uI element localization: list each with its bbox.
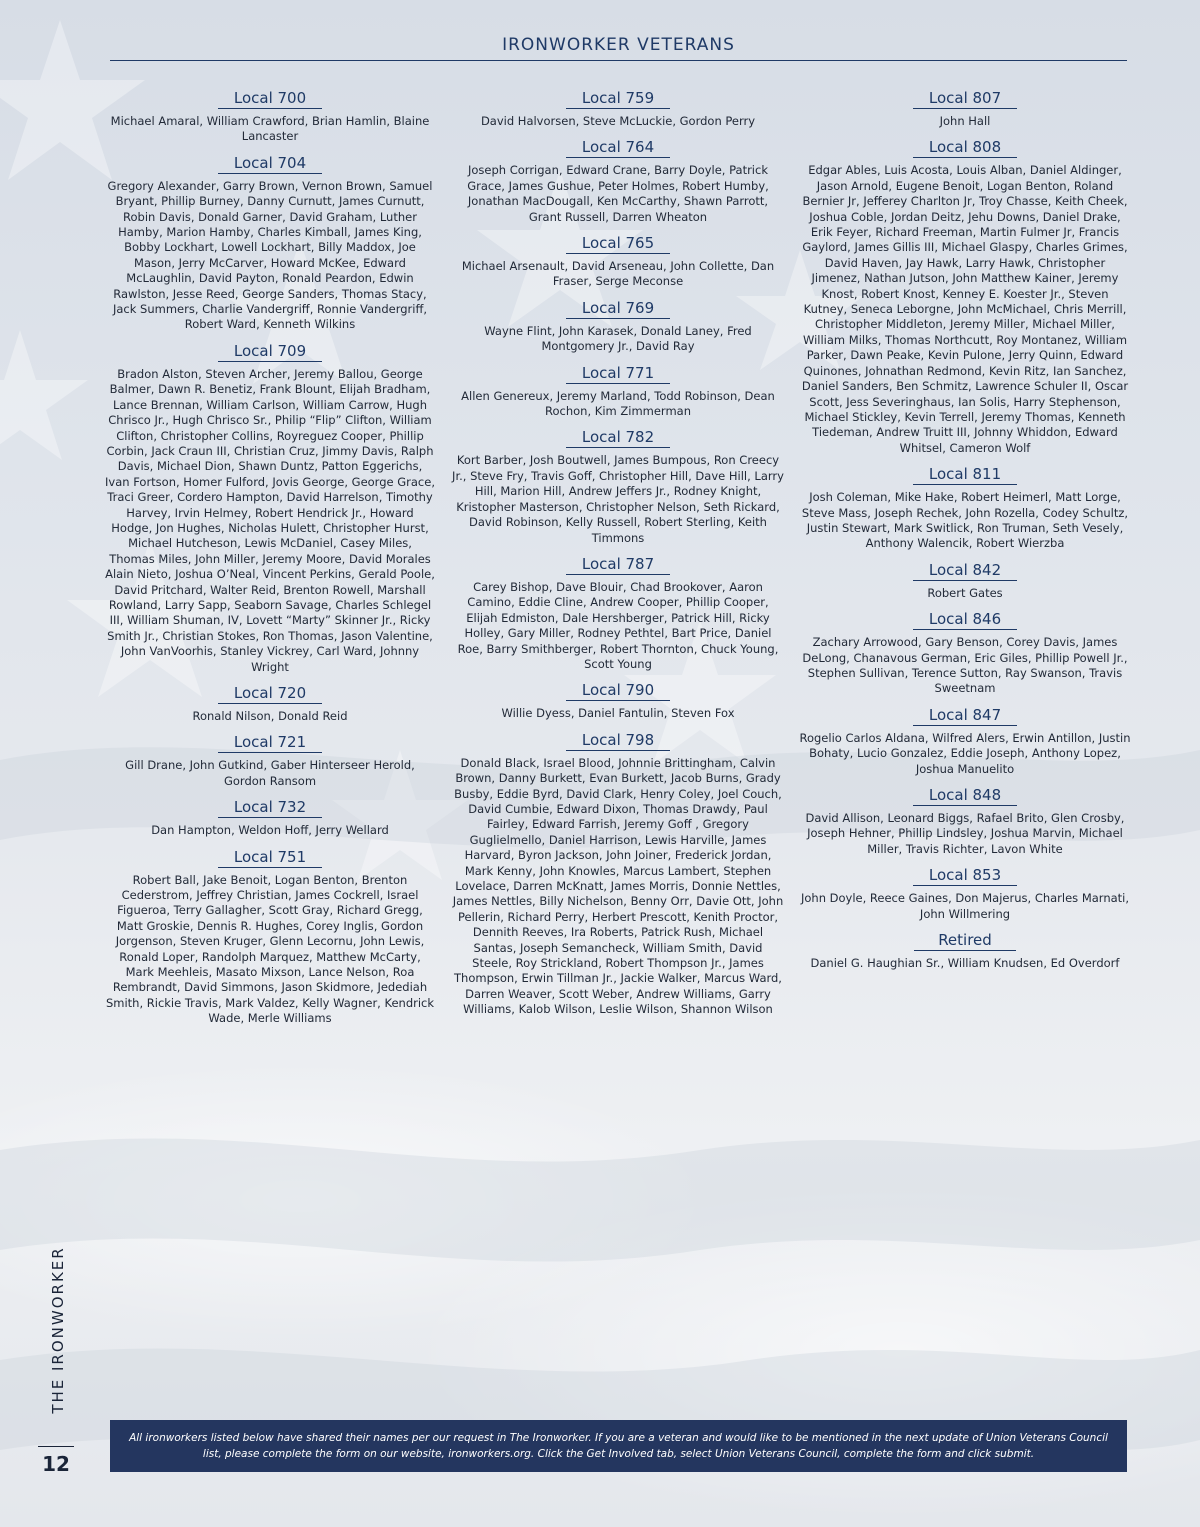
- column-right: [795, 88, 1135, 979]
- veteran-names: Allen Genereux, Jeremy Marland, Todd Robinson, Dean Rochon, Kim Zimmerman: [461, 388, 775, 419]
- local-heading: Local 709: [218, 342, 322, 362]
- local-heading: Local 732: [218, 798, 322, 818]
- local-heading: Local 790: [566, 681, 670, 701]
- local-section: [100, 683, 440, 724]
- veteran-names: Edgar Ables, Luis Acosta, Louis Alban, Daniel Aldinger, Jason Arnold, Eugene Benoit, Logan Benton, Roland Bernier Jr, Jefferey Charlton Jr, Troy Chasse, Keith Cheek, Joshua Coble, Jordan Deitz, Jehu Downs, Daniel Drake, Erik Feyer, Richard Freeman, Martin Fulmer Jr, Francis Gaylord, James Gillis III, Michael Glaspy, Charles Grimes, David Haven, Jay Hawk, Larry Hawk, Christopher Jimenez, Nathan Jutson, John Matthew Kainer, Jeremy Knost, Robert Knost, Kenney E. Koester Jr., Steven Kutney, Seneca Leborgne, John McMichael, Chris Merrill, Christopher Middleton, Jeremy Miller, Michael Miller, William Milks, Thomas Northcutt, Roy Montanez, William Parker, Dawn Peake, Kevin Pulone, Jerry Quinn, Edward Quinones, Johnathan Redmond, Kevin Ritz, Ian Sanchez, Daniel Sanders, Ben Schmitz, Lawrence Schuler II, Oscar Scott, Jess Severinghaus, Ian Solis, Harry Stephenson, Michael Stickley, Kevin Terrell, Jeremy Thomas, Kenneth Tiedeman, Andrew Truitt III, Johnny Whiddon, Edward Whitsel, Cameron Wolf: [801, 163, 1129, 455]
- local-section: [100, 341, 440, 675]
- veteran-names: Gregory Alexander, Garry Brown, Vernon Brown, Samuel Bryant, Phillip Burney, Danny Curnutt, James Curnutt, Robin Davis, Donald Garner, David Graham, Luther Hamby, Marion Hamby, Charles Kimball, James King, Bobby Lockhart, Lowell Lockhart, Billy Maddox, Joe Mason, Jerry McCarver, Howard McKee, Edward McLaughlin, David Payton, Ronald Peardon, Edwin Rawlston, Jesse Reed, George Sanders, Thomas Stacy, Jack Summers, Charlie Vandergriff, Ronnie Vandergriff, Robert Ward, Kenneth Wilkins: [107, 178, 433, 332]
- local-heading: Local 720: [218, 684, 322, 704]
- local-section: [100, 732, 440, 789]
- local-heading: Local 846: [913, 610, 1017, 630]
- veteran-names: Zachary Arrowood, Gary Benson, Corey Davis, James DeLong, Chanavous German, Eric Giles, Phillip Powell Jr., Stephen Sullivan, Terence Sutton, Ray Swanson, Travis Sweetnam: [802, 635, 1128, 696]
- local-heading: Local 842: [913, 561, 1017, 581]
- local-section: [100, 153, 440, 333]
- local-heading: Local 700: [218, 89, 322, 109]
- veteran-names: Carey Bishop, Dave Blouir, Chad Brookover, Aaron Camino, Eddie Cline, Andrew Cooper, Phillip Cooper, Elijah Edmiston, Dale Hershberger, Patrick Hill, Ricky Holley, Gary Miller, Rodney Pethtel, Bart Price, Daniel Roe, Barry Smithberger, Robert Thornton, Chuck Young, Scott Young: [457, 579, 779, 671]
- local-section: [100, 88, 440, 145]
- veteran-names: Josh Coleman, Mike Hake, Robert Heimerl, Matt Lorge, Steve Mass, Joseph Rechek, John Rozella, Codey Schultz, Justin Stewart, Mark Switlick, Ron Truman, Seth Vesely, Anthony Walencik, Robert Wierzba: [801, 490, 1129, 551]
- page-number: 12: [42, 1452, 70, 1476]
- veteran-names: Michael Amaral, William Crawford, Brian Hamlin, Blaine Lancaster: [110, 114, 430, 144]
- local-section: [795, 609, 1135, 697]
- local-section: [448, 363, 788, 420]
- local-heading: Local 848: [913, 786, 1017, 806]
- veteran-names: John Hall: [939, 114, 991, 128]
- local-heading: Local 759: [566, 89, 670, 109]
- local-section: [795, 137, 1135, 456]
- page-title: IRONWORKER VETERANS: [502, 35, 735, 55]
- local-section: [100, 847, 440, 1027]
- local-heading: Local 807: [913, 89, 1017, 109]
- local-heading: Local 808: [913, 138, 1017, 158]
- local-section: [448, 680, 788, 721]
- local-heading: Retired: [914, 931, 1016, 951]
- local-section: [448, 554, 788, 672]
- veteran-names: David Allison, Leonard Biggs, Rafael Brito, Glen Crosby, Joseph Hehner, Phillip Lindsley, Joshua Marvin, Michael Miller, Travis Richter, Lavon White: [805, 811, 1125, 856]
- local-heading: Local 853: [913, 866, 1017, 886]
- veteran-names: Michael Arsenault, David Arseneau, John Collette, Dan Fraser, Serge Meconse: [461, 259, 775, 289]
- veteran-names: John Doyle, Reece Gaines, Don Majerus, Charles Marnati, John Willmering: [800, 891, 1130, 921]
- page-number-rule: [38, 1446, 74, 1447]
- veteran-names: Kort Barber, Josh Boutwell, James Bumpous, Ron Creecy Jr., Steve Fry, Travis Goff, Christopher Hill, Dave Hill, Larry Hill, Marion Hill, Andrew Jeffers Jr., Rodney Knight, Kristopher Masterson, Christopher Nelson, Seth Rickard, David Robinson, Kelly Russell, Robert Sterling, Keith Timmons: [452, 453, 784, 545]
- local-heading: Local 704: [218, 154, 322, 174]
- local-heading: Local 765: [566, 234, 670, 254]
- local-section: [448, 88, 788, 129]
- local-section: [795, 464, 1135, 552]
- veteran-names: Rogelio Carlos Aldana, Wilfred Alers, Erwin Antillon, Justin Bohaty, Lucio Gonzalez, Eddie Joseph, Anthony Lopez, Joshua Manuelito: [799, 730, 1131, 776]
- veteran-names: Dan Hampton, Weldon Hoff, Jerry Wellard: [151, 823, 389, 838]
- local-section: [100, 797, 440, 838]
- local-section: [795, 930, 1135, 971]
- notice-banner: All ironworkers listed below have shared their names per our request in The Ironworker. If you are a veteran and would like to be mentioned in the next update of Union Veterans Council list, please complete the form on our website, ironworkers.org. Click the Get Involved tab, select Union Veterans Council, complete the form and click submit.: [110, 1420, 1127, 1472]
- local-section: [795, 865, 1135, 922]
- local-heading: Local 847: [913, 706, 1017, 726]
- veteran-names: David Halvorsen, Steve McLuckie, Gordon Perry: [480, 114, 756, 128]
- local-heading: Local 787: [566, 555, 670, 575]
- local-heading: Local 769: [566, 299, 670, 319]
- veteran-names: Robert Ball, Jake Benoit, Logan Benton, Brenton Cederstrom, Jeffrey Christian, James Cockrell, Israel Figueroa, Terry Gallagher, Scott Gray, Richard Gregg, Matt Groskie, Dennis R. Hughes, Corey Inglis, Gordon Jorgenson, Steven Kruger, Glenn Lecornu, John Lewis, Ronald Loper, Randolph Marquez, Matthew McCarty, Mark Meehleis, Masato Mixson, Lance Nelson, Roa Rembrandt, David Simmons, Jason Skidmore, Jedediah Smith, Rickie Travis, Mark Valdez, Kelly Wagner, Kendrick Wade, Merle Williams: [105, 872, 435, 1026]
- local-section: [448, 730, 788, 1018]
- veteran-names: Ronald Nilson, Donald Reid: [192, 709, 348, 723]
- local-heading: Local 751: [218, 848, 322, 868]
- local-section: [448, 427, 788, 545]
- veteran-names: Willie Dyess, Daniel Fantulin, Steven Fox: [501, 706, 735, 721]
- veteran-names: Joseph Corrigan, Edward Crane, Barry Doyle, Patrick Grace, James Gushue, Peter Holmes, Robert Humby, Jonathan MacDougall, Ken McCarthy, Shawn Parrott, Grant Russell, Darren Wheaton: [467, 163, 769, 224]
- local-section: [795, 88, 1135, 129]
- local-section: [448, 233, 788, 290]
- veteran-names: Robert Gates: [927, 585, 1003, 600]
- column-middle: [448, 88, 788, 1026]
- local-section: [448, 137, 788, 225]
- column-left: [100, 88, 440, 1035]
- local-section: [795, 785, 1135, 857]
- veteran-names: Bradon Alston, Steven Archer, Jeremy Ballou, George Balmer, Dawn R. Benetiz, Frank Blount, Elijah Bradham, Lance Brennan, William Carlson, William Carrow, Hugh Chrisco Jr., Hugh Chrisco Sr., Philip “Flip” Clifton, William Clifton, Christopher Collins, Royreguez Cooper, Phillip Corbin, Jack Craun III, Christian Cruz, Jimmy Davis, Ralph Davis, Michael Dion, Shawn Duntz, Patton Eggerichs, Ivan Fortson, Homer Fulford, Jovis George, George Grace, Traci Greer, Cordero Hampton, David Harrelson, Timothy Harvey, Irvin Helmey, Robert Hendrick Jr., Howard Hodge, Jon Hughes, Nicholas Hulett, Christopher Hurst, Michael Hutcheson, Lewis McDaniel, Casey Miles, Thomas Miles, John Miller, Jeremy Moore, David Morales Alain Nieto, Joshua O’Neal, Vincent Perkins, Gerald Poole, David Pritchard, Walter Reid, Brenton Rowell, Marshall Rowland, Larry Sapp, Seaborn Savage, Charles Schlegel III, William Shuman, IV, Lovett “Marty” Skinner Jr., Ricky Smith Jr., Christian Stokes, Ron Thomas, Jason Valentine, John VanVoorhis, Stanley Vickrey, Carl Ward, Johnny Wright: [105, 366, 435, 674]
- publication-side-label: THE IRONWORKER: [49, 1246, 67, 1414]
- veteran-names: Donald Black, Israel Blood, Johnnie Brittingham, Calvin Brown, Danny Burkett, Evan Burkett, Jacob Burns, Grady Busby, Eddie Byrd, David Clark, Henry Coley, Joel Couch, David Cumbie, Edward Dixon, Thomas Drawdy, Paul Fairley, Edward Farrish, Jeremy Goff , Gregory Guglielmello, Daniel Harrison, Lewis Harville, James Harvard, Byron Jackson, John Joiner, Frederick Jordan, Mark Kenny, John Knowles, Marcus Lambert, Stephen Lovelace, Darren McKnatt, James Morris, Donnie Nettles, James Nettles, Billy Nichelson, Benny Orr, Davie Ott, John Pellerin, Richard Perry, Herbert Prescott, Kenith Proctor, Dennith Reeves, Ira Roberts, Patrick Rush, Michael Santas, Joseph Semancheck, William Smith, David Steele, Roy Strickland, Robert Thompson Jr., James Thompson, Erwin Tillman Jr., Jackie Walker, Marcus Ward, Darren Weaver, Scott Weber, Andrew Williams, Garry Williams, Kalob Wilson, Leslie Wilson, Shannon Wilson: [452, 755, 784, 1017]
- page-header: [110, 30, 1127, 61]
- local-section: [795, 705, 1135, 777]
- local-section: [448, 298, 788, 355]
- veteran-names: Daniel G. Haughian Sr., William Knudsen, Ed Overdorf: [810, 956, 1120, 971]
- veteran-names: Gill Drane, John Gutkind, Gaber Hinterseer Herold, Gordon Ransom: [125, 758, 415, 788]
- local-heading: Local 771: [566, 364, 670, 384]
- veteran-names: Wayne Flint, John Karasek, Donald Laney, Fred Montgomery Jr., David Ray: [484, 323, 752, 354]
- local-heading: Local 798: [566, 731, 670, 751]
- local-heading: Local 782: [566, 428, 670, 448]
- local-heading: Local 721: [218, 733, 322, 753]
- local-heading: Local 811: [913, 465, 1017, 485]
- local-section: [795, 560, 1135, 601]
- local-heading: Local 764: [566, 138, 670, 158]
